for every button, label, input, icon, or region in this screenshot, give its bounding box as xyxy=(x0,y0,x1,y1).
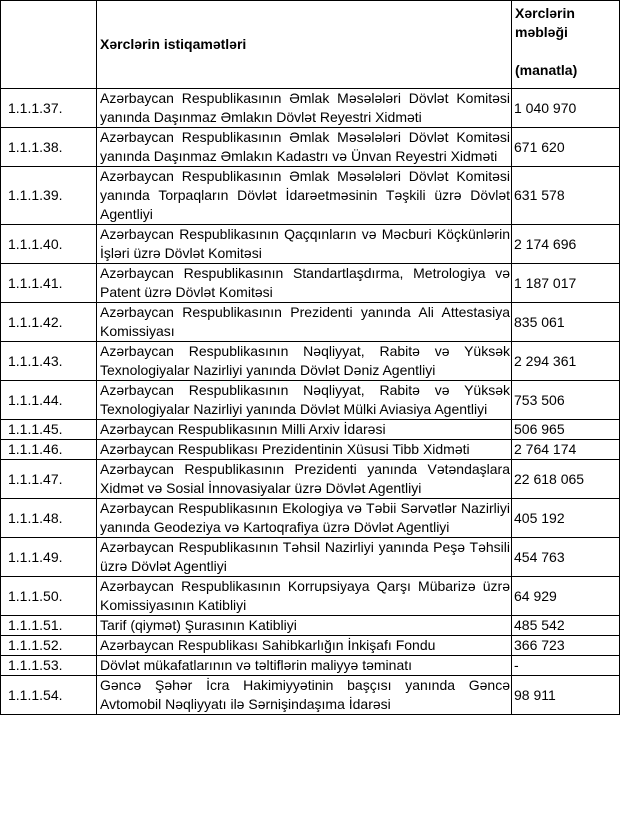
expense-amount: 835 061 xyxy=(512,303,620,342)
expense-direction: Azərbaycan Respublikasının Nəqliyyat, Rabitə və Yüksək Texnologiyalar Nazirliyi yanında Dövlət Dəniz Agentliyi xyxy=(97,342,512,381)
table-row xyxy=(1,636,620,656)
expense-amount: 485 542 xyxy=(512,616,620,636)
row-number: 1.1.1.37. xyxy=(1,89,97,128)
expense-direction: Azərbaycan Respublikasının Standartlaşdırma, Metrologiya və Patent üzrə Dövlət Komitəsi xyxy=(97,264,512,303)
table-row xyxy=(1,420,620,440)
table-row xyxy=(1,538,620,577)
header-number xyxy=(1,1,97,89)
expense-direction: Azərbaycan Respublikasının Milli Arxiv İdarəsi xyxy=(97,420,512,440)
expense-direction: Azərbaycan Respublikasının Əmlak Məsələləri Dövlət Komitəsi yanında Daşınmaz Əmlakın Dövlət Reyestri Xidməti xyxy=(97,89,512,128)
table-row xyxy=(1,499,620,538)
expense-amount: 2 764 174 xyxy=(512,440,620,460)
row-number: 1.1.1.50. xyxy=(1,577,97,616)
header-row xyxy=(1,1,620,89)
row-number: 1.1.1.43. xyxy=(1,342,97,381)
expense-direction: Azərbaycan Respublikasının Təhsil Nazirliyi yanında Peşə Təhsili üzrə Dövlət Agentliyi xyxy=(97,538,512,577)
row-number: 1.1.1.41. xyxy=(1,264,97,303)
expense-direction: Azərbaycan Respublikasının Prezidenti yanında Ali Attestasiya Komissiyası xyxy=(97,303,512,342)
expense-amount: 753 506 xyxy=(512,381,620,420)
expense-amount: 671 620 xyxy=(512,128,620,167)
expense-amount: - xyxy=(512,656,620,676)
expense-amount: 2 294 361 xyxy=(512,342,620,381)
row-number: 1.1.1.54. xyxy=(1,676,97,715)
table-row xyxy=(1,167,620,225)
expense-direction: Azərbaycan Respublikasının Korrupsiyaya Qarşı Mübarizə üzrə Komissiyasının Katibliyi xyxy=(97,577,512,616)
row-number: 1.1.1.38. xyxy=(1,128,97,167)
table-row xyxy=(1,89,620,128)
expense-amount: 405 192 xyxy=(512,499,620,538)
expense-amount: 631 578 xyxy=(512,167,620,225)
row-number: 1.1.1.52. xyxy=(1,636,97,656)
table-row xyxy=(1,128,620,167)
table-body xyxy=(1,89,620,715)
header-amount-title: Xərclərin məbləği xyxy=(515,5,575,40)
table-row xyxy=(1,264,620,303)
header-amount xyxy=(512,1,620,89)
table-row xyxy=(1,225,620,264)
expense-direction: Azərbaycan Respublikası Prezidentinin Xüsusi Tibb Xidməti xyxy=(97,440,512,460)
row-number: 1.1.1.48. xyxy=(1,499,97,538)
header-direction: Xərclərin istiqamətləri xyxy=(97,1,512,89)
expense-amount: 98 911 xyxy=(512,676,620,715)
row-number: 1.1.1.42. xyxy=(1,303,97,342)
table-row xyxy=(1,460,620,499)
table-row xyxy=(1,676,620,715)
row-number: 1.1.1.49. xyxy=(1,538,97,577)
expense-amount: 2 174 696 xyxy=(512,225,620,264)
expense-amount: 22 618 065 xyxy=(512,460,620,499)
expense-direction: Azərbaycan Respublikasının Qaçqınların və Məcburi Köçkünlərin İşləri üzrə Dövlət Komitəsi xyxy=(97,225,512,264)
expense-direction: Gəncə Şəhər İcra Hakimiyyətinin başçısı yanında Gəncə Avtomobil Nəqliyyatı ilə Sərnişindaşıma İdarəsi xyxy=(97,676,512,715)
table-row xyxy=(1,342,620,381)
table-header xyxy=(1,1,620,89)
expense-direction: Dövlət mükafatlarının və təltiflərin maliyyə təminatı xyxy=(97,656,512,676)
expense-direction: Azərbaycan Respublikasının Prezidenti yanında Vətəndaşlara Xidmət və Sosial İnnovasiyalar üzrə Dövlət Agentliyi xyxy=(97,460,512,499)
expense-direction: Azərbaycan Respublikasının Nəqliyyat, Rabitə və Yüksək Texnologiyalar Nazirliyi yanında Dövlət Mülki Aviasiya Agentliyi xyxy=(97,381,512,420)
expense-amount: 1 187 017 xyxy=(512,264,620,303)
expense-direction: Azərbaycan Respublikasının Əmlak Məsələləri Dövlət Komitəsi yanında Daşınmaz Əmlakın Kadastrı və Ünvan Reyestri Xidməti xyxy=(97,128,512,167)
table-row xyxy=(1,577,620,616)
expense-direction: Azərbaycan Respublikasının Ekologiya və Təbii Sərvətlər Nazirliyi yanında Geodeziya və Kartoqrafiya üzrə Dövlət Agentliyi xyxy=(97,499,512,538)
row-number: 1.1.1.53. xyxy=(1,656,97,676)
row-number: 1.1.1.39. xyxy=(1,167,97,225)
table-row xyxy=(1,656,620,676)
expense-direction: Tarif (qiymət) Şurasının Katibliyi xyxy=(97,616,512,636)
table-row xyxy=(1,303,620,342)
expense-direction: Azərbaycan Respublikası Sahibkarlığın İnkişafı Fondu xyxy=(97,636,512,656)
row-number: 1.1.1.47. xyxy=(1,460,97,499)
row-number: 1.1.1.44. xyxy=(1,381,97,420)
expense-amount: 454 763 xyxy=(512,538,620,577)
table-row xyxy=(1,616,620,636)
expense-amount: 506 965 xyxy=(512,420,620,440)
row-number: 1.1.1.40. xyxy=(1,225,97,264)
expense-amount: 64 929 xyxy=(512,577,620,616)
row-number: 1.1.1.51. xyxy=(1,616,97,636)
row-number: 1.1.1.46. xyxy=(1,440,97,460)
table-row xyxy=(1,440,620,460)
header-amount-unit: (manatla) xyxy=(515,62,578,78)
table-row xyxy=(1,381,620,420)
expense-direction: Azərbaycan Respublikasının Əmlak Məsələləri Dövlət Komitəsi yanında Torpaqların Dövlət İdarəetməsinin Təşkili üzrə Dövlət Agentliyi xyxy=(97,167,512,225)
row-number: 1.1.1.45. xyxy=(1,420,97,440)
expense-amount: 1 040 970 xyxy=(512,89,620,128)
expense-amount: 366 723 xyxy=(512,636,620,656)
